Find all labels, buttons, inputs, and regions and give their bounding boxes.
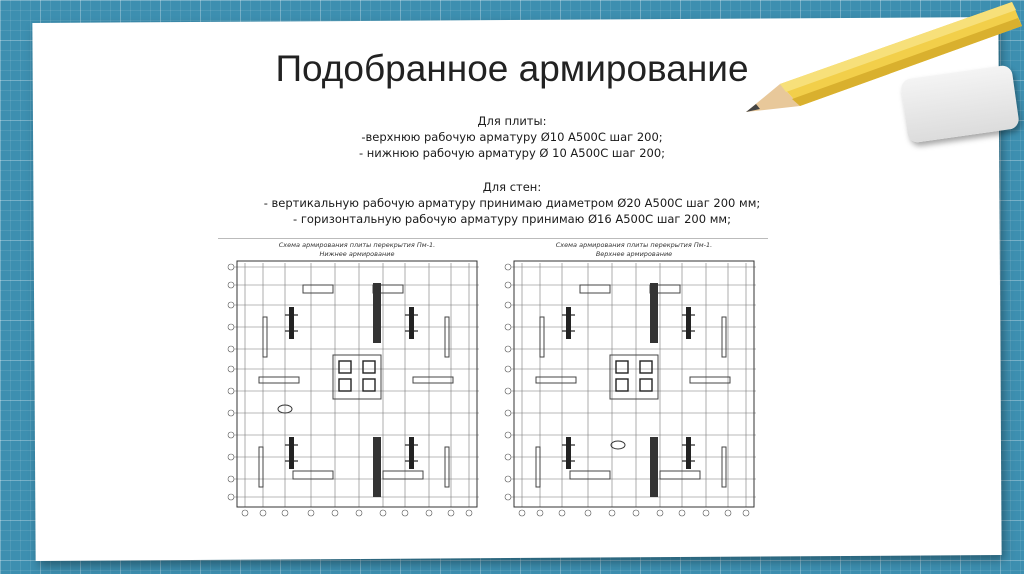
axis-marker (505, 282, 511, 288)
axis-marker (519, 510, 525, 516)
wall-outline (259, 377, 299, 383)
axis-marker (260, 510, 266, 516)
stair-cell (363, 361, 375, 373)
drawing-top-reinforcement (500, 239, 768, 522)
walls-line-vertical: - вертикальную рабочую арматуру принимаю диаметром Ø20 А500С шаг 200 мм; (263, 196, 761, 210)
axis-marker (537, 510, 543, 516)
axis-marker (228, 302, 234, 308)
axis-marker (228, 346, 234, 352)
rebar-mark (566, 437, 571, 469)
axis-marker (679, 510, 685, 516)
plate-line-top: -верхнюю рабочую арматуру Ø10 А500С шаг 200; (361, 130, 663, 144)
axis-marker (426, 510, 432, 516)
stair-cell (616, 379, 628, 391)
walls-line-horizontal: - горизонтальную рабочую арматуру принимаю Ø16 А500С шаг 200 мм; (293, 212, 731, 226)
walls-reinforcement-text (0, 179, 1024, 227)
axis-marker (725, 510, 731, 516)
axis-marker (703, 510, 709, 516)
drawing-caption-line2: Верхнее армирование (595, 250, 673, 258)
wall-outline (540, 317, 544, 357)
plate-heading: Для плиты: (477, 114, 547, 128)
wall-outline (722, 317, 726, 357)
rebar-mark (686, 437, 691, 469)
axis-marker (228, 432, 234, 438)
axis-marker (282, 510, 288, 516)
wall-outline (445, 317, 449, 357)
axis-marker (743, 510, 749, 516)
stair-cell (363, 379, 375, 391)
axis-marker (228, 388, 234, 394)
axis-marker (242, 510, 248, 516)
axis-marker (505, 476, 511, 482)
wall-outline (580, 285, 610, 293)
axis-marker (505, 454, 511, 460)
drawing-bottom-reinforcement (223, 239, 491, 522)
axis-marker (228, 324, 234, 330)
axis-marker (505, 388, 511, 394)
wall-outline (263, 317, 267, 357)
axis-marker (228, 264, 234, 270)
rebar-mark (289, 437, 294, 469)
axis-marker (228, 476, 234, 482)
axis-marker (228, 494, 234, 500)
axis-marker (505, 366, 511, 372)
stair-cell (640, 379, 652, 391)
plate-line-bottom: - нижнюю рабочую арматуру Ø 10 А500С шаг 200; (358, 146, 666, 160)
axis-marker (585, 510, 591, 516)
axis-marker (505, 494, 511, 500)
shaft-mark (373, 283, 381, 343)
shaft-mark (650, 437, 658, 497)
axis-marker (402, 510, 408, 516)
wall-outline (383, 471, 423, 479)
rebar-mark (409, 437, 414, 469)
axis-marker (609, 510, 615, 516)
slide-title: Подобранное армирование (275, 48, 749, 89)
wall-outline (660, 471, 700, 479)
axis-marker (505, 410, 511, 416)
shaft-mark (650, 283, 658, 343)
wall-outline (445, 447, 449, 487)
floor-plan-drawing (223, 257, 491, 522)
axis-marker (505, 324, 511, 330)
drawing-caption-line1: Схема армирования плиты перекрытия Пм-1. (555, 241, 713, 249)
wall-outline (413, 377, 453, 383)
axis-marker (505, 302, 511, 308)
axis-marker (228, 454, 234, 460)
axis-marker (228, 282, 234, 288)
rebar-mark (409, 307, 414, 339)
rebar-mark (566, 307, 571, 339)
floor-plan-drawing (500, 257, 768, 522)
reinforcement-drawings (218, 238, 768, 522)
rebar-mark (686, 307, 691, 339)
wall-outline (570, 471, 610, 479)
wall-outline (690, 377, 730, 383)
slab-outline (514, 261, 754, 507)
axis-marker (448, 510, 454, 516)
axis-marker (466, 510, 472, 516)
axis-marker (308, 510, 314, 516)
stair-cell (339, 361, 351, 373)
pencil-icon (740, 0, 1024, 130)
axis-marker (657, 510, 663, 516)
axis-marker (228, 410, 234, 416)
axis-marker (505, 432, 511, 438)
wall-outline (536, 377, 576, 383)
rebar-mark (289, 307, 294, 339)
axis-marker (332, 510, 338, 516)
wall-outline (259, 447, 263, 487)
axis-marker (505, 264, 511, 270)
wall-outline (722, 447, 726, 487)
axis-marker (559, 510, 565, 516)
walls-heading: Для стен: (482, 180, 542, 194)
opening-mark (611, 441, 625, 449)
drawing-caption-line1: Схема армирования плиты перекрытия Пм-1. (278, 241, 436, 249)
axis-marker (380, 510, 386, 516)
wall-outline (293, 471, 333, 479)
stair-cell (339, 379, 351, 391)
wall-outline (303, 285, 333, 293)
stair-cell (616, 361, 628, 373)
axis-marker (356, 510, 362, 516)
axis-marker (505, 346, 511, 352)
drawing-caption-line2: Нижнее армирование (319, 250, 395, 258)
wall-outline (536, 447, 540, 487)
axis-marker (228, 366, 234, 372)
stair-cell (640, 361, 652, 373)
slab-outline (237, 261, 477, 507)
shaft-mark (373, 437, 381, 497)
axis-marker (633, 510, 639, 516)
